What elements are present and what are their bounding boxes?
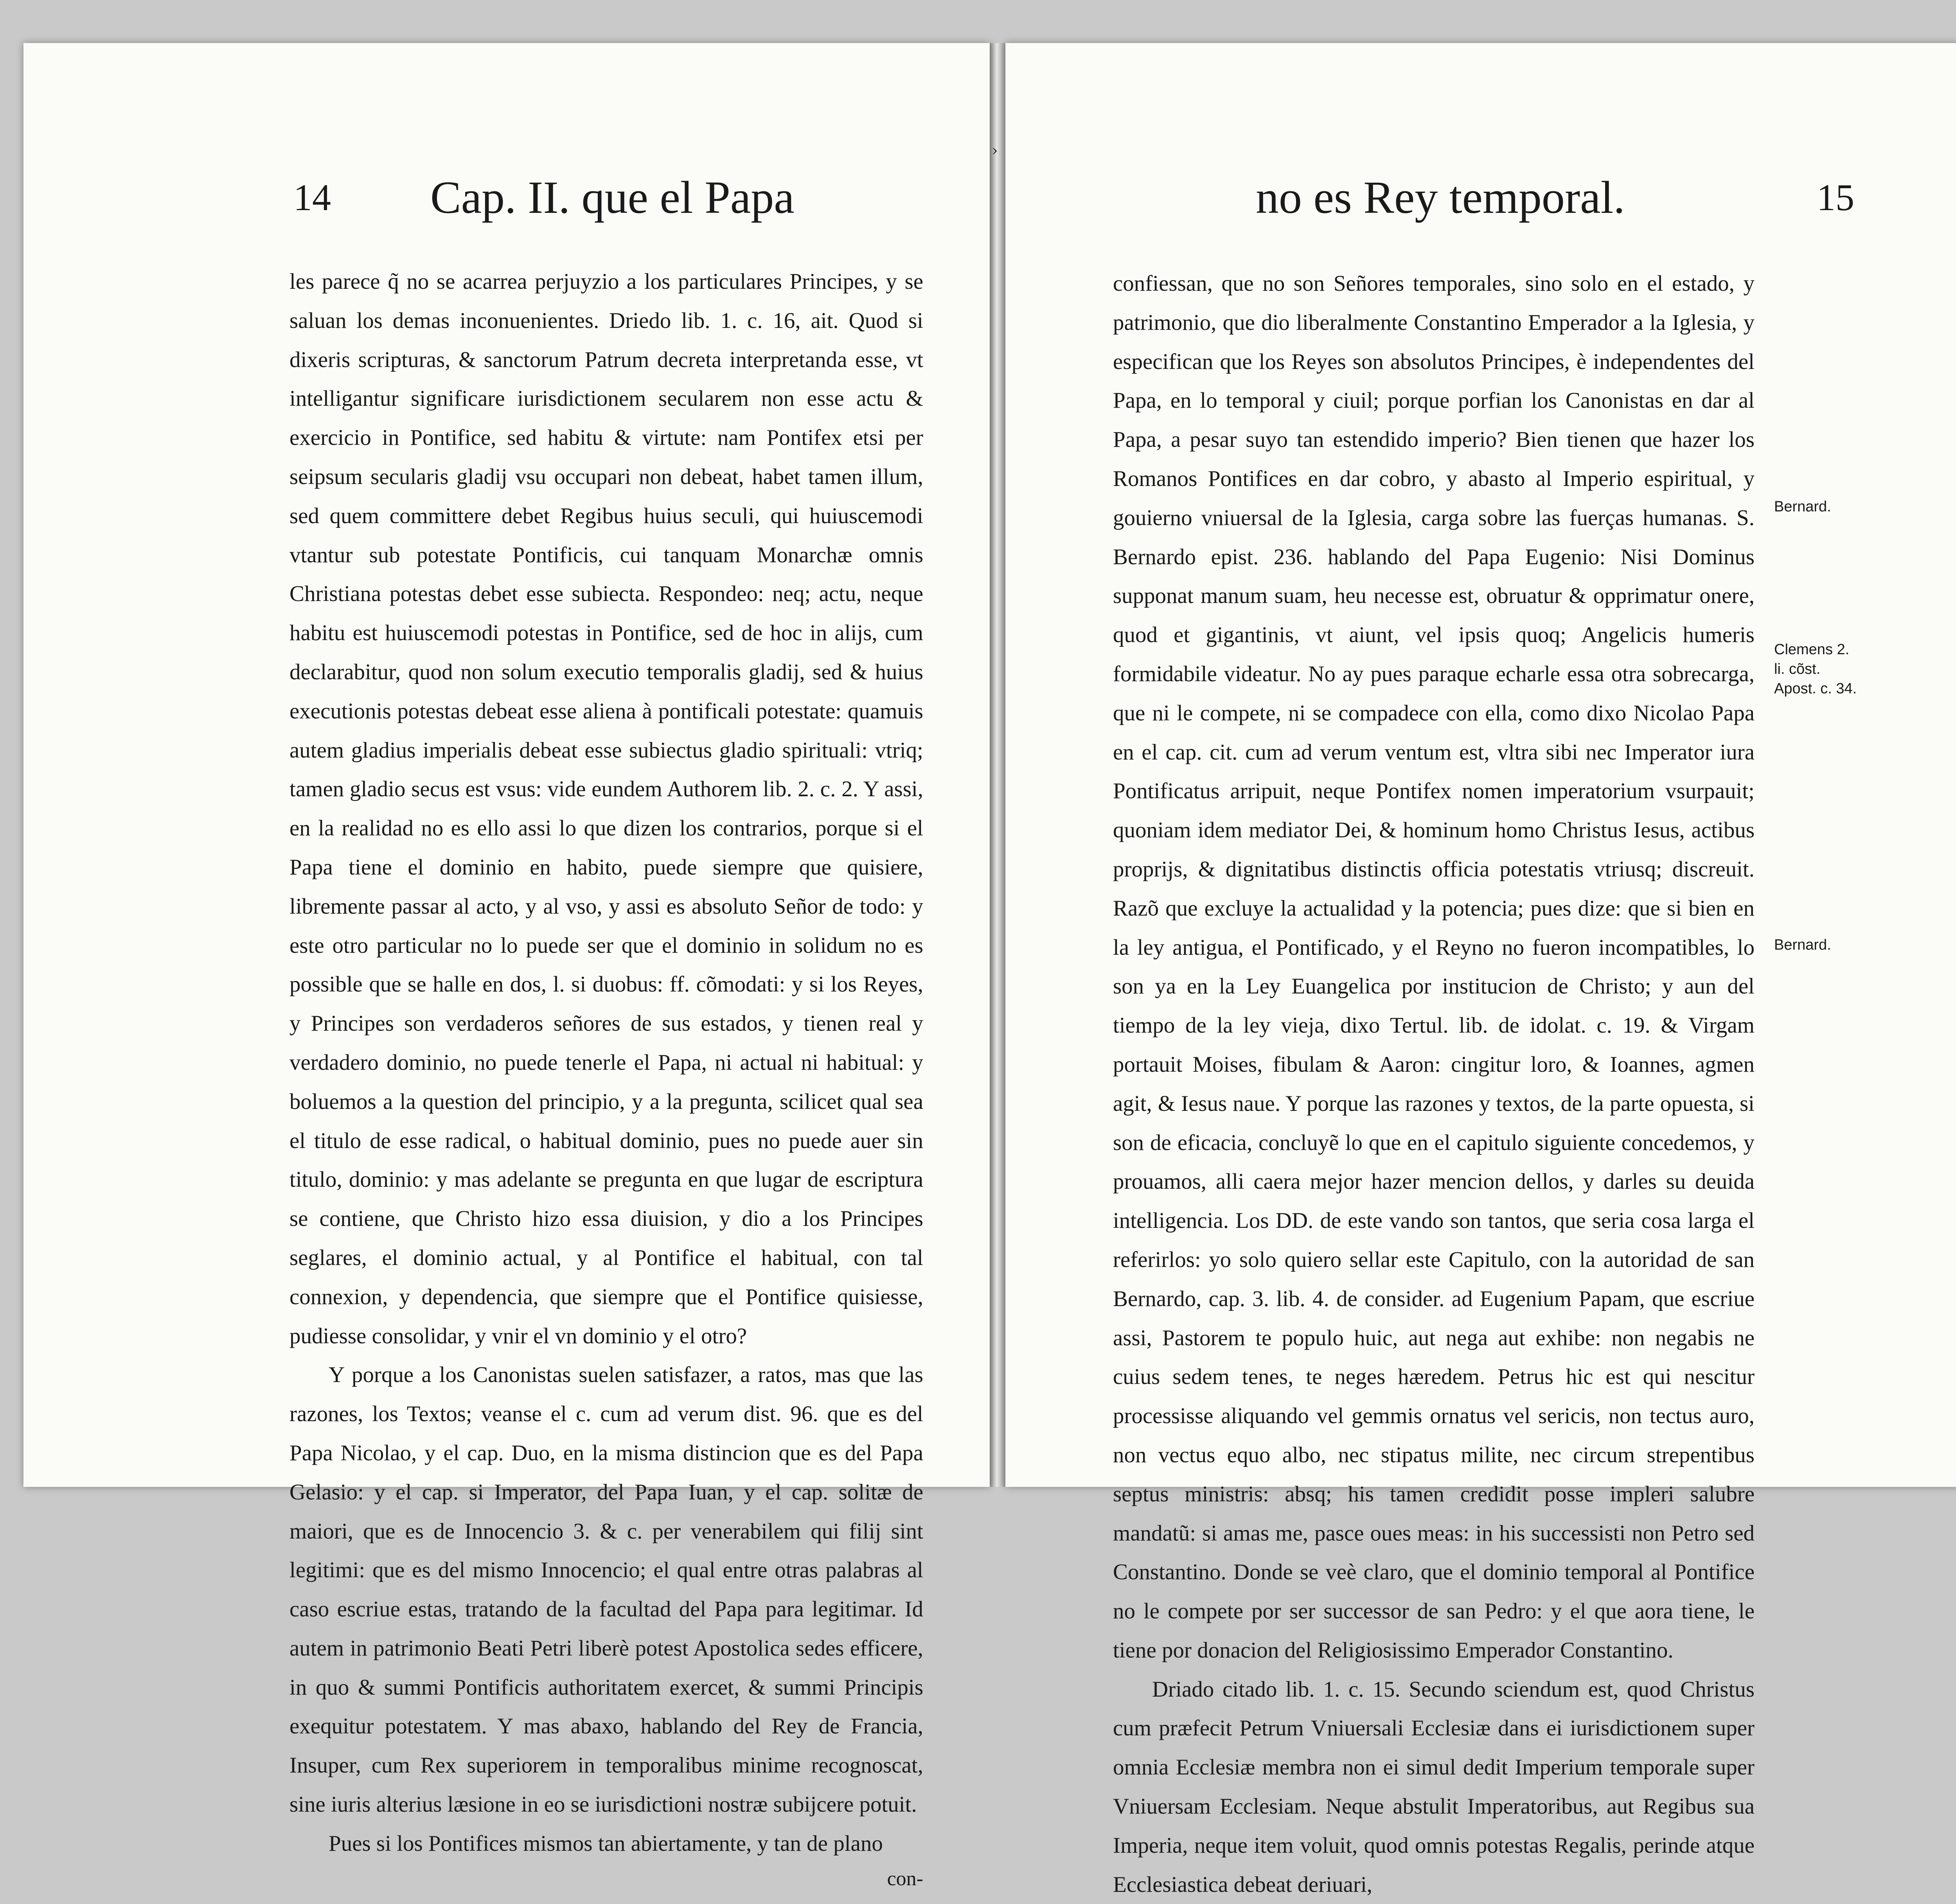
gutter-mark: › [992,142,998,160]
left-page [23,43,990,1890]
book-spine [990,43,1005,1487]
margin-note: Clemens 2. li. cõst. Apost. c. 34. [1774,641,1857,697]
running-head-right [1005,164,1956,231]
margin-note: Bernard. [1774,498,1831,515]
paragraph: Pues si los Pontifices mismos tan abiertamente, y tan de plano [329,1831,883,1856]
page-number: 15 [1817,176,1854,218]
running-head-left [23,164,990,231]
running-title: no es Rey temporal. [1256,172,1625,223]
running-title: Cap. II. que el Papa [430,172,795,223]
paragraph: Driado citado lib. 1. c. 15. Secundo sciendum est, quod Christus cum præfecit Petrum Vniuersali Ecclesiæ dans ei iurisdictionem super omnia Ecclesiæ membra non ei simul dedit Imperium temporale super Vniuersam Ecclesiam. Neque abstulit Imperatoribus, aut Regibus sua Imperia, neque item voluit, quod omnis potestas Regalis, perinde atque Ecclesiastica debeat deriuari, [1113,1677,1755,1897]
paragraph: Y porque a los Canonistas suelen satisfazer, a ratos, mas que las razones, los Textos; veanse el c. cum ad verum dist. 96. que es del Papa Nicolao, y el cap. Duo, en la misma distincion que es del Papa Gelasio: y el cap. si Imperator, del Papa Iuan, y el cap. solitæ de maiori, que es de Innocencio 3. & c. per venerabilem qui filij sint legitimi: que es del mismo Innocencio; el qual entre otras palabras al caso escriue estas, tratando de la facultad del Papa para legitimar. Id autem in patrimonio Beati Petri liberè potest Apostolica sedes efficere, in quo & summi Pontificis authoritatem exercet, & summi Principis exequitur potestatem. Y mas abaxo, hablando del Rey de Francia, Insuper, cum Rex superiorem in temporalibus minime recognoscat, sine iuris alterius læsione in eo se iurisdictioni nostræ subijcere potuit. [289,1362,923,1817]
body-text [289,262,923,1895]
page-number: 14 [293,176,331,218]
catchword: con- [887,1867,923,1890]
body-text [1113,264,1755,1904]
margin-note: Bernard. [1774,937,1831,953]
right-page [1005,43,1956,1897]
paragraph: les parece q̃ no se acarrea perjuyzio a los particulares Principes, y se saluan los demas inconuenientes. Driedo lib. 1. c. 16, ait. Quod si dixeris scripturas, & sanctorum Patrum decreta interpretanda esse, vt intelligantur significare iurisdictionem secularem non esse actu & exercicio in Pontifice, sed habitu & virtute: nam Pontifex etsi per seipsum secularis gladij vsu occupari non debeat, habet tamen illum, sed quem committere debet Regibus huius seculi, qui huiuscemodi vtantur sub potestate Pontificis, cui tanquam Monarchæ omnis Christiana potestas debet esse subiecta. Respondeo: neq; actu, neque habitu est huiuscemodi potestas in Pontifice, sed de hoc in alijs, cum declarabitur, quod non solum executio temporalis gladij, sed & huius executionis potestas debeat esse aliena à pontificali potestate: quamuis autem gladius imperialis debeat esse subiectus gladio spirituali: vtriq; tamen gladio secus est vsus: vide eundem Authorem lib. 2. c. 2. Y assi, en la realidad no es ello assi lo que dizen los contrarios, porque si el Papa tiene el dominio en habito, puede siempre que quisiere, libremente passar al acto, y al vso, y assi es absoluto Señor de todo: y este otro particular no lo puede ser que el dominio in solidum no es possible que se halle en dos, l. si duobus: ff. cõmodati: y si los Reyes, y Principes son verdaderos señores de sus estados, y tienen real y verdadero dominio, no puede tenerle el Papa, ni actual ni habitual: y boluemos a la question del principio, y a la pregunta, scilicet qual sea el titulo de esse radical, o habitual dominio, pues no puede auer sin titulo, dominio: y mas adelante se pregunta en que lugar de escriptura se contiene, que Christo hizo essa diuision, y dio a los Principes seglares, el dominio actual, y al Pontifice el habitual, con tal connexion, y dependencia, que siempre que el Pontifice quisiesse, pudiesse consolidar, y vnir el vn dominio y el otro? [289,269,923,1348]
paragraph: confiessan, que no son Señores temporales, sino solo en el estado, y patrimonio, que dio liberalmente Constantino Emperador a la Iglesia, y especifican que los Reyes son absolutos Principes, è independentes del Papa, en lo temporal y ciuil; porque porfian los Canonistas en dar al Papa, a pesar suyo tan estendido imperio? Bien tienen que hazer los Romanos Pontifices en dar cobro, y abasto al Imperio espiritual, y gouierno vniuersal de la Iglesia, carga sobre las fuerças humanas. S. Bernardo epist. 236. hablando del Papa Eugenio: Nisi Dominus supponat manum suam, heu necesse est, obruatur & opprimatur onere, quod et gigantinis, vt aiunt, vel ipsis quoq; Angelicis humeris formidabile videatur. No ay pues paraque echarle essa otra sobrecarga, que ni le compete, ni se compadece con ella, como dixo Nicolao Papa en el cap. cit. cum ad verum ventum est, vltra sibi nec Imperator iura Pontificatus arripuit, neque Pontifex nomen imperatorium vsurpauit; quoniam idem mediator Dei, & hominum homo Christus Iesus, actibus proprijs, & dignitatibus distinctis officia potestatis vtriusq; discreuit. Razõ que excluye la actualidad y la potencia; pues dize: que si bien en la ley antigua, el Pontificado, y el Reyno no fueron incompatibles, lo son ya en la Ley Euangelica por institucion de Christo; y aun del tiempo de la ley vieja, dixo Tertul. lib. de idolat. c. 19. & Virgam portauit Moises, fibulam & Aaron: cingitur loro, & Ioannes, agmen agit, & Iesus naue. Y porque las razones y textos, de la parte opuesta, si son de eficacia, concluyẽ lo que en el capitulo siguiente concedemos, y prouamos, alli caera mejor hazer mencion dellos, y darles su deuida intelligencia. Los DD. de este vando son tantos, que seria cosa larga el referirlos: yo solo quiero sellar este Capitulo, con la autoridad de san Bernardo, cap. 3. lib. 4. de consider. ad Eugenium Papam, que escriue assi, Pastorem te populo huic, aut nega aut exhibe: non negabis ne cuius sedem tenes, te neges hæredem. Petrus hic est qui nescitur processisse aliquando vel gemmis ornatus vel sericis, non tectus auro, non vectus equo albo, nec stipatus milite, nec circum strepentibus septus ministris: absq; his tamen credidit posse impleri salubre mandatũ: si amas me, pasce oues meas: in his successisti non Petro sed Constantino. Donde se veè claro, que el dominio temporal al Pontifice no le compete por ser successor de san Pedro: y el que aora tiene, le tiene por donacion del Religiosissimo Emperador Constantino. [1113,271,1755,1663]
